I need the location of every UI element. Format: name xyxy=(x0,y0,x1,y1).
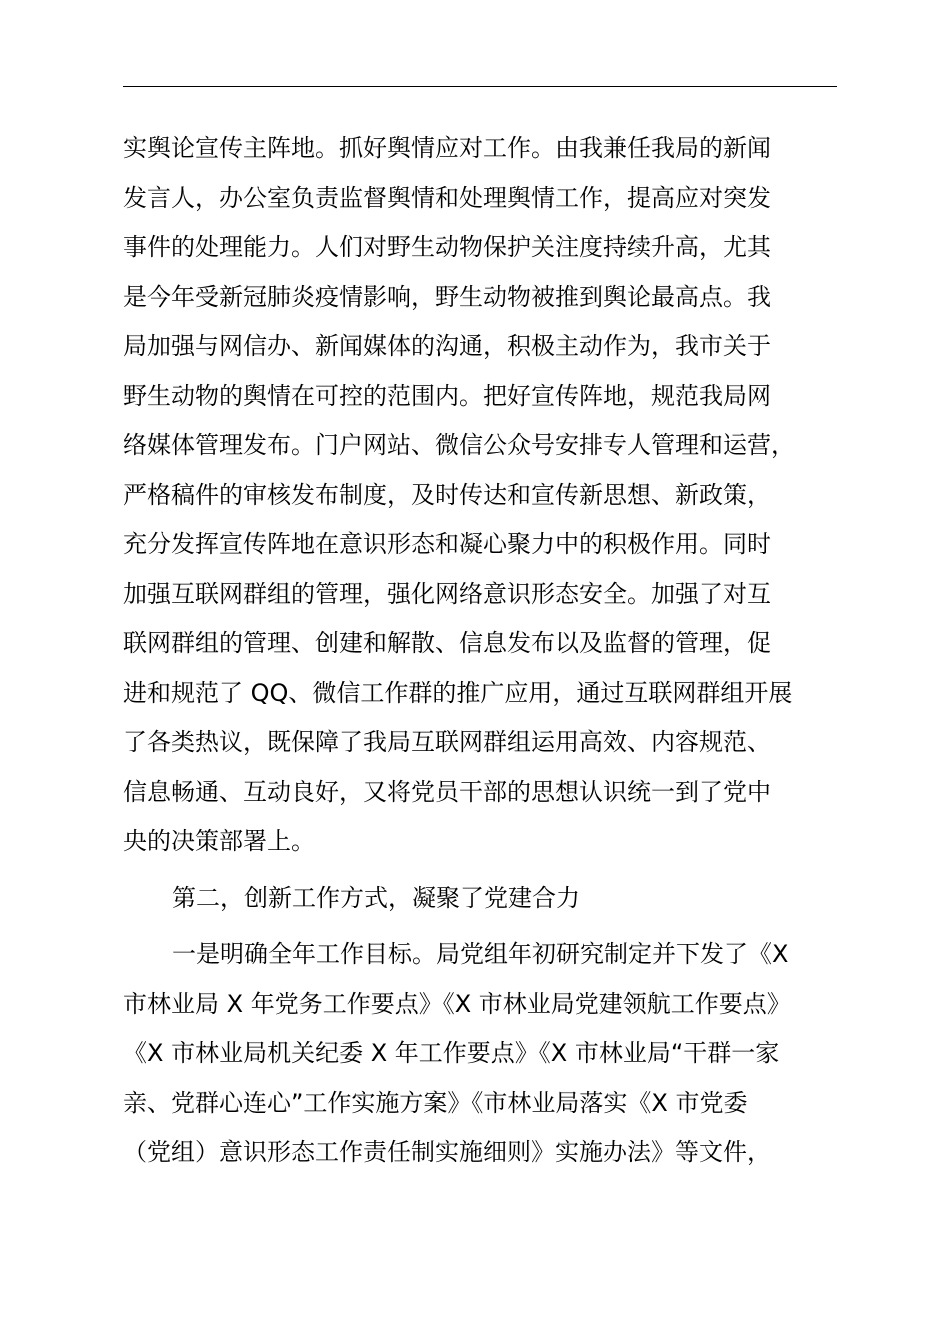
paragraph-line: 络媒体管理发布。门户网站、微信公众号安排专人管理和运营， xyxy=(123,431,795,459)
paragraph-line: 市林业局 X 年党务工作要点》《X 市林业局党建领航工作要点》 xyxy=(123,989,791,1018)
section-heading: 第二，创新工作方式，凝聚了党建合力 xyxy=(172,883,580,912)
body-text xyxy=(123,124,883,1178)
paragraph-line: 局加强与网信办、新闻媒体的沟通，积极主动作为，我市关于 xyxy=(123,332,771,360)
paragraph-line: 了各类热议，既保障了我局互联网群组运用高效、内容规范、 xyxy=(123,728,771,756)
paragraph-line: 充分发挥宣传阵地在意识形态和凝心聚力中的积极作用。同时 xyxy=(123,530,771,558)
paragraph-line: 是今年受新冠肺炎疫情影响，野生动物被推到舆论最高点。我 xyxy=(123,282,771,311)
paragraph-line: （党组）意识形态工作责任制实施细则》实施办法》等文件， xyxy=(123,1138,771,1166)
paragraph-line: 一是明确全年工作目标。局党组年初研究制定并下发了《X xyxy=(172,940,789,968)
paragraph-line: 发言人，办公室负责监督舆情和处理舆情工作，提高应对突发 xyxy=(123,183,771,212)
paragraph-line: 实舆论宣传主阵地。抓好舆情应对工作。由我兼任我局的新闻 xyxy=(123,134,771,162)
paragraph-line: 亲、党群心连心”工作实施方案》《市林业局落实《X 市党委 xyxy=(123,1088,748,1117)
paragraph-line: 进和规范了 QQ、微信工作群的推广应用，通过互联网群组开展 xyxy=(123,678,793,707)
header-rule xyxy=(123,86,837,87)
paragraph-line: 《X 市林业局机关纪委 X 年工作要点》《X 市林业局“干群一家 xyxy=(123,1039,780,1067)
paragraph-line: 加强互联网群组的管理，强化网络意识形态安全。加强了对互 xyxy=(123,579,771,608)
paragraph-line: 严格稿件的审核发布制度，及时传达和宣传新思想、新政策， xyxy=(123,480,771,509)
paragraph-line: 野生动物的舆情在可控的范围内。把好宣传阵地，规范我局网 xyxy=(123,381,771,410)
paragraph-gap xyxy=(123,923,883,930)
paragraph-line: 信息畅通、互动良好，又将党员干部的思想认识统一到了党中 xyxy=(123,777,771,806)
paragraph-line: 事件的处理能力。人们对野生动物保护关注度持续升高，尤其 xyxy=(123,233,771,261)
paragraph-line: 联网群组的管理、创建和解散、信息发布以及监督的管理，促 xyxy=(123,629,771,657)
paragraph-line: 央的决策部署上。 xyxy=(123,827,315,855)
paragraph-gap xyxy=(123,867,883,874)
